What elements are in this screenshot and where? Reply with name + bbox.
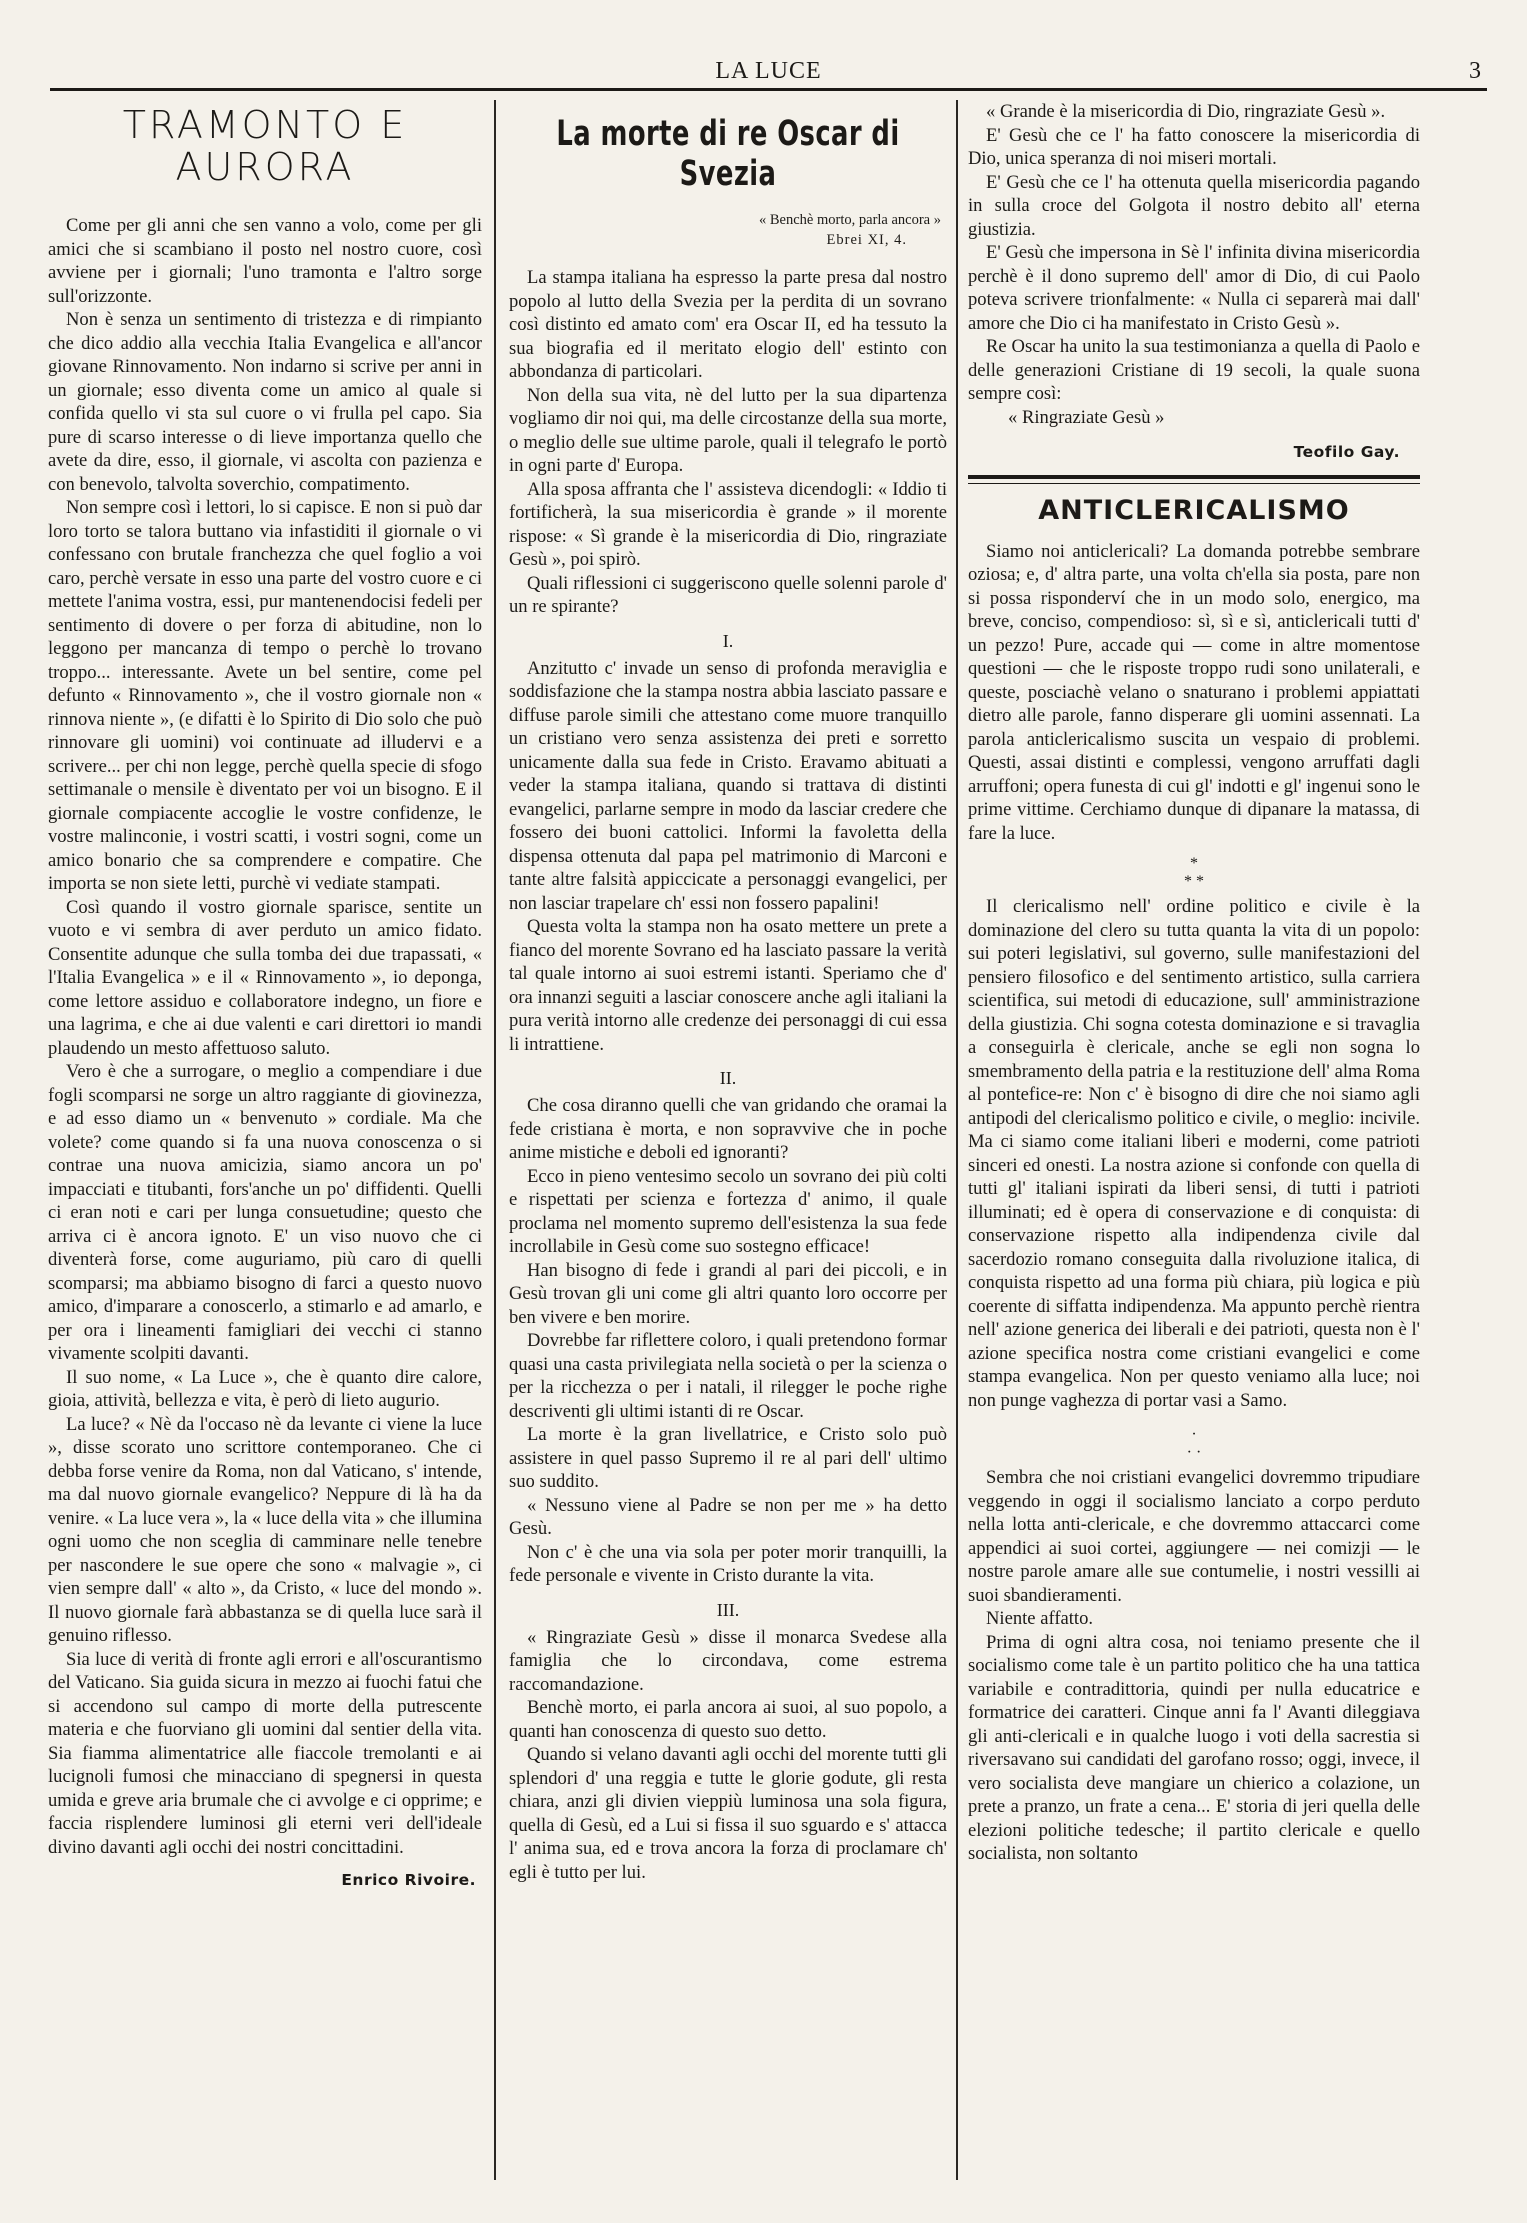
column-anticlericalismo <box>968 100 1420 2200</box>
paragraph: La luce? « Nè da l'occaso nè da levante ci viene la luce », disse scorato uno scrittore contemporaneo. Che ci debba forse venire da Roma, non dal Vaticano, s' intende, ma dal nuovo giornale evangelico? Neppure di là ha da venire. « La luce vera », la « luce della vita » che illumina ogni uomo che non sceglia di camminare nelle tenebre per nascondere le sue opere che sono « malvagie », ci vien sempre dall' « alto », da Cristo, « luce del mondo ». Il nuovo giornale farà abbastanza se di quella luce sarà il genuino riflesso. <box>48 1413 482 1646</box>
paragraph: Re Oscar ha unito la sua testimonianza a quella di Paolo e delle generazioni Cristiane di 19 secoli, la quale suona sempre così: <box>968 336 1420 404</box>
paragraph: Il clericalismo nell' ordine politico e civile è la dominazione del clero su tutta quanta la vita di un popolo: sui poteri legislativi, sul governo, sulle manifestazioni del pensiero filosofico e del sentimento artistico, sulla carriera scientifica, sui metodi di educazione, sull' amministrazione della giustizia. Chi sogna cotesta dominazione e si travaglia a conseguirla è clericale, anche se egli non sogna lo smembramento della patria e la restituzione dell' alma Roma al pontefice-re: Non c' è bisogno di dire che noi siamo agli antipodi del clericalismo politico e civile, o meglio: incivile. Ma ci siamo come italiani liberi e moderni, come patrioti sinceri ed onesti. La nostra azione si confonde con quella di tutti gl' italiani ispirati da liberi sensi, di tutti i patrioti illuminati; ed è opera di conservazione e di conquista: di conservazione rispetto alla indipendenza civile dal sacerdozio romano conseguita dalla rivoluzione italica, di conquista rispetto ad una forma più chiara, più logica e più coerente di siffatta indipendenza. Ma appunto perchè rientra nell' azione generica dei liberali e dei patrioti, questa non è l' azione specifica nostra come cristiani evangelici e come stampa evangelica. Non per questo veniamo alla luce; noi non punge vaghezza di portar vasi a Samo. <box>968 896 1420 1411</box>
paragraph: E' Gesù che ce l' ha fatto conoscere la misericordia di Dio, unica speranza di noi miseri mortali. <box>968 124 1420 169</box>
paragraph: Questa volta la stampa non ha osato mettere un prete a fianco del morente Sovrano ed ha lasciato passare la verità tal quale intorno ai suoi estremi istanti. Speriamo che d' ora innanzi seguiti a lasciar conoscere anche agli italiani la pura verità intorno alle credenze dei personaggi di cui essa li intrattiene. <box>509 916 947 1055</box>
section-number: I. <box>722 630 734 651</box>
article-title: La morte di re Oscar di Svezia <box>556 114 900 194</box>
paragraph: Sembra che noi cristiani evangelici dovremmo tripudiare veggendo in oggi il socialismo lanciato a corpo perduto nella lotta anti-clericale, e che dovremmo attaccarci come appendici ai suoi cortei, aggiungere — nei comizji — le nostre parole amare alle sue contumelie, i nostri vessilli ai suoi sbandieramenti. <box>968 1467 1420 1606</box>
article-separator-thin <box>968 483 1420 484</box>
paragraph: Niente affatto. <box>986 1608 1094 1629</box>
paragraph: La morte è la gran livellatrice, e Cristo solo può assistere in quel passo Supremo il re al pari dell' ultimo suo suddito. <box>509 1424 947 1492</box>
paragraph: Benchè morto, ei parla ancora ai suoi, al suo popolo, a quanti han conoscenza di questo suo detto. <box>509 1697 947 1742</box>
paragraph: Il suo nome, « La Luce », che è quanto dire calore, gioia, attività, bellezza e vita, è però di lieto augurio. <box>48 1366 482 1411</box>
paragraph: Vero è che a surrogare, o meglio a compendiare i due fogli scomparsi ne sorge un altro raggiante di giovinezza, e ad esso diamo un « benvenuto » cordiale. Ma che volete? come quando si fa una nuova conoscenza o si contrae una nuova amicizia, siamo ancora un po' impacciati e titubanti, fors'anche un po' diffidenti. Quelli ci eran noti e cari per lunga consuetudine; questo che arriva ci è ancora ignoto. E' un viso nuovo che ci diventerà forse, come auguriamo, più caro di quelli scomparsi; ma abbiamo bisogno di farci a questo nuovo amico, d'imparare a conoscerlo, a stimarlo e ad amarlo, e per ora i lineamenti famigliari dei vecchi ci stanno vivamente scolpiti davanti. <box>48 1061 482 1364</box>
paragraph: Quando si velano davanti agli occhi del morente tutti gli splendori d' una reggia e tutte le glorie godute, gli resta chiara, anzi gli divien vieppiù luminosa una sola figura, quella di Gesù, ed a Lui si fissa il suo sguardo e s' attacca l' anima sua, ed e trova ancora la forza di proclamare ch' egli è tutto per lui. <box>509 1744 947 1883</box>
article-title: TRAMONTO E AURORA <box>122 103 408 189</box>
paragraph: Anzitutto c' invade un senso di profonda meraviglia e soddisfazione che la stampa nostra abbia lasciato passare e diffuse parole simili che attestano come muore tranquillo un cristiano vero senza assistenza dei preti e sorretto unicamente dalla sua fede in Cristo. Eravamo abituati a veder la stampa italiana, quando si trattava di distinti evangelici, parlarne sempre in modo da lasciar credere che fossero dei buoni cattolici. Informi la favoletta della dispensa ottenuta dal papa pel matrimonio di Marconi e tante altre falsità appiccicate a personaggi evangelici, per non lasciar trapelare ch' essi non fossero papalini! <box>509 657 947 914</box>
section-number: III. <box>716 1599 740 1620</box>
paragraph: Non c' è che una via sola per poter morir tranquilli, la fede personale e vivente in Cristo durante la vita. <box>509 1541 947 1586</box>
column-divider <box>956 100 958 2180</box>
paragraph: Ecco in pieno ventesimo secolo un sovrano dei più colti e rispettati per scienza e fortezza d' animo, il quale proclama nel momento supremo dell'esistenza la sua fede incrollabile in Gesù come suo sostegno efficace! <box>509 1165 947 1257</box>
column-tramonto-aurora <box>48 100 482 2200</box>
paragraph: Non è senza un sentimento di tristezza e di rimpianto che dico addio alla vecchia Italia Evangelica e all'ancor giovane Rinnovamento. Non indarno si scrive per anni in un giornale; esso diventa come un amico al quale si confida quello vi sta sul cuore o vi frulla pel capo. Sia pure di scarso interesse o di lieve importanza quello che avete da dire, esso, il giornale, vi ascolta con pazienza e con benevolo, talvolta soverchio, compatimento. <box>48 309 482 495</box>
paragraph: Non della sua vita, nè del lutto per la sua dipartenza vogliamo dir noi qui, ma delle circostanze della sua morte, o meglio delle sue ultime parole, quali il telegrafo le portò in ogni parte d' Europa. <box>509 384 947 476</box>
asterism-divider: * * * <box>1184 855 1204 890</box>
paragraph: Quali riflessioni ci suggeriscono quelle solenni parole d' un re spirante? <box>509 572 947 617</box>
epigraph: « Benchè morto, parla ancora » <box>759 212 941 228</box>
paragraph: Alla sposa affranta che l' assisteva dicendogli: « Iddio ti fortificherà, la sua misericordia è grande » il morente rispose: « Sì grande è la misericordia di Dio, ringraziate Gesù », poi spirò. <box>509 478 947 570</box>
paragraph: « Ringraziate Gesù » disse il monarca Svedese alla famiglia che lo circondava, come estrema raccomandazione. <box>509 1626 947 1695</box>
masthead-title: LA LUCE <box>715 58 822 84</box>
column-morte-re-oscar <box>509 100 947 2200</box>
column-divider <box>494 100 496 2180</box>
paragraph: Che cosa diranno quelli che van gridando che oramai la fede cristiana è morta, e non sopravvive che in poche anime mistiche e deboli ed ignoranti? <box>509 1095 947 1163</box>
paragraph: Han bisogno di fede i grandi al pari dei piccoli, e in Gesù trovan gli uni come gli altri quanto loro occorre per ben vivere e ben morire. <box>509 1259 947 1328</box>
paragraph: Dovrebbe far riflettere coloro, i quali pretendono formar quasi una casta privilegiata nella società o per la scienza o per la ricchezza o per i natali, il rilegger le poche righe descriventi gli ultimi istanti di re Oscar. <box>509 1330 947 1422</box>
paragraph: E' Gesù che impersona in Sè l' infinita divina misericordia perchè è il dono supremo dell' amor di Dio, di cui Paolo poteva scrivere trionfalmente: « Nulla ci separerà mai dall' amore che Dio ci ha manifestato in Cristo Gesù ». <box>968 242 1420 334</box>
paragraph: « Ringraziate Gesù » <box>1008 406 1165 428</box>
page-header <box>50 58 1487 88</box>
paragraph: « Nessuno viene al Padre se non per me » ha detto Gesù. <box>509 1494 947 1539</box>
section-number: II. <box>719 1068 737 1088</box>
page-number: 3 <box>1469 58 1481 84</box>
author-signature: Teofilo Gay. <box>1293 443 1400 461</box>
asterism-divider: · · · <box>1186 1426 1202 1461</box>
paragraph: E' Gesù che ce l' ha ottenuta quella misericordia pagando in sulla croce del Golgota il nostro debito all' eterna giustizia. <box>968 171 1420 240</box>
author-signature: Enrico Rivoire. <box>341 1871 476 1889</box>
paragraph: La stampa italiana ha espresso la parte presa dal nostro popolo al lutto della Svezia per la perdita di un sovrano così distinto ed amato com' era Oscar II, ed ha tessuto la sua biografia ed il meritato elogio dell' estinto con abbondanza di particolari. <box>509 267 947 382</box>
paragraph: « Grande è la misericordia di Dio, ringraziate Gesù ». <box>986 101 1386 122</box>
article-separator-thick <box>968 475 1420 479</box>
paragraph: Non sempre così i lettori, lo si capisce. E non si può dar loro torto se talora buttano via infastiditi il giornale o vi confessano con brutale franchezza che quel foglio a voi caro, perchè versate in esso una parte del vostro cuore e ci mettete l'anima vostra, essi, pur mantenendocisi fedeli per sentimento di dovere o per forza di abitudine, non lo leggono per mancanza di tempo o perchè lo trovano troppo... interessante. Avete un bel sentire, come pel defunto « Rinnovamento », che il vostro giornale non « rinnova niente », (e difatti è lo Spirito di Dio solo che può rinnovare gli uomini) voi continuate ad illudervi e a scrivere... per chi non legge, perchè quella specie di sfogo settimanale o mensile è diventato per voi un bisogno. E il giornale compiacente accoglie le vostre confidenze, le vostre malinconie, i vostri scatti, i vostri sogni, come un amico bonario che sa comprendere e compatire. Che importa se non siete letti, purchè vi vediate stampati. <box>48 497 482 894</box>
epigraph-reference: Ebrei XI, 4. <box>826 232 907 248</box>
paragraph: Sia luce di verità di fronte agli errori e all'oscurantismo del Vaticano. Sia guida sicura in mezzo ai fuochi fatui che si accendono sul campo di morte della putrescente materia e che fuorviano gli uomini dal sentier della vita. Sia fiamma alimentatrice alle fiaccole tremolanti e ai lucignoli fumosi che minacciano di spegnersi in questa umida e greve aria brumale che ci avvolge e ci opprime; e faccia risplendere luminosi gli eterni veri dell'ideale divino davanti agli occhi dei nostri concittadini. <box>48 1648 482 1858</box>
paragraph: Prima di ogni altra cosa, noi teniamo presente che il socialismo come tale è un partito politico che ha una tattica variabile e contradittoria, quindi per nulla educatrice e formatrice dei caratteri. Cinque anni fa l' Avanti dileggiava gli anti-clericali e in qualche luogo i voti della sacrestia si riversavano sui candidati del garofano rosso; oggi, invece, il vero socialista deve mangiare un chierico a colazione, un prete a pranzo, un frate a cena... E' storia di jeri quella delle elezioni politiche tedesche; il partito clericale e quello socialista, non soltanto <box>968 1631 1420 1864</box>
paragraph: Così quando il vostro giornale sparisce, sentite un vuoto e vi sembra di aver perduto un amico fidato. Consentite adunque che sulla tomba dei due trapassati, « l'Italia Evangelica » e il « Rinnovamento », io deponga, come lettore assiduo e collaboratore indegno, un fiore e una lagrima, e che ai due valenti e cari direttori io mandi plaudendo un mesto affettuoso saluto. <box>48 896 482 1059</box>
paragraph: Siamo noi anticlericali? La domanda potrebbe sembrare oziosa; e, d' altra parte, una volta ch'ella sia posta, pare non si possa risponderví che in un modo solo, energico, ma breve, conciso, compendioso: sì, sì e sì, anticlericali tutti d' un pezzo! Pure, accade qui — come in altre momentose questioni — che le risposte troppo rudi sono unilaterali, e queste, posciachè velano o snaturano i problemi appiattati dietro alle parole, fanno disperare gli uomini assennati. La parola anticlericalismo suscita un vespaio di problemi. Questi, assai distinti e complessi, vengono arruffati dagli arruffoni; opera funesta di cui gl' indotti e gl' ingenui sono le prime vittime. Cerchiamo dunque di dipanare la matassa, di fare la luce. <box>968 540 1420 844</box>
header-rule <box>50 88 1487 91</box>
paragraph: Come per gli anni che sen vanno a volo, come per gli amici che si scambiano il posto nel nostro cuore, così avviene per i giornali; l'uno tramonta e l'altro sorge sull'orizzonte. <box>48 215 482 307</box>
article-title: ANTICLERICALISMO <box>1038 494 1350 526</box>
